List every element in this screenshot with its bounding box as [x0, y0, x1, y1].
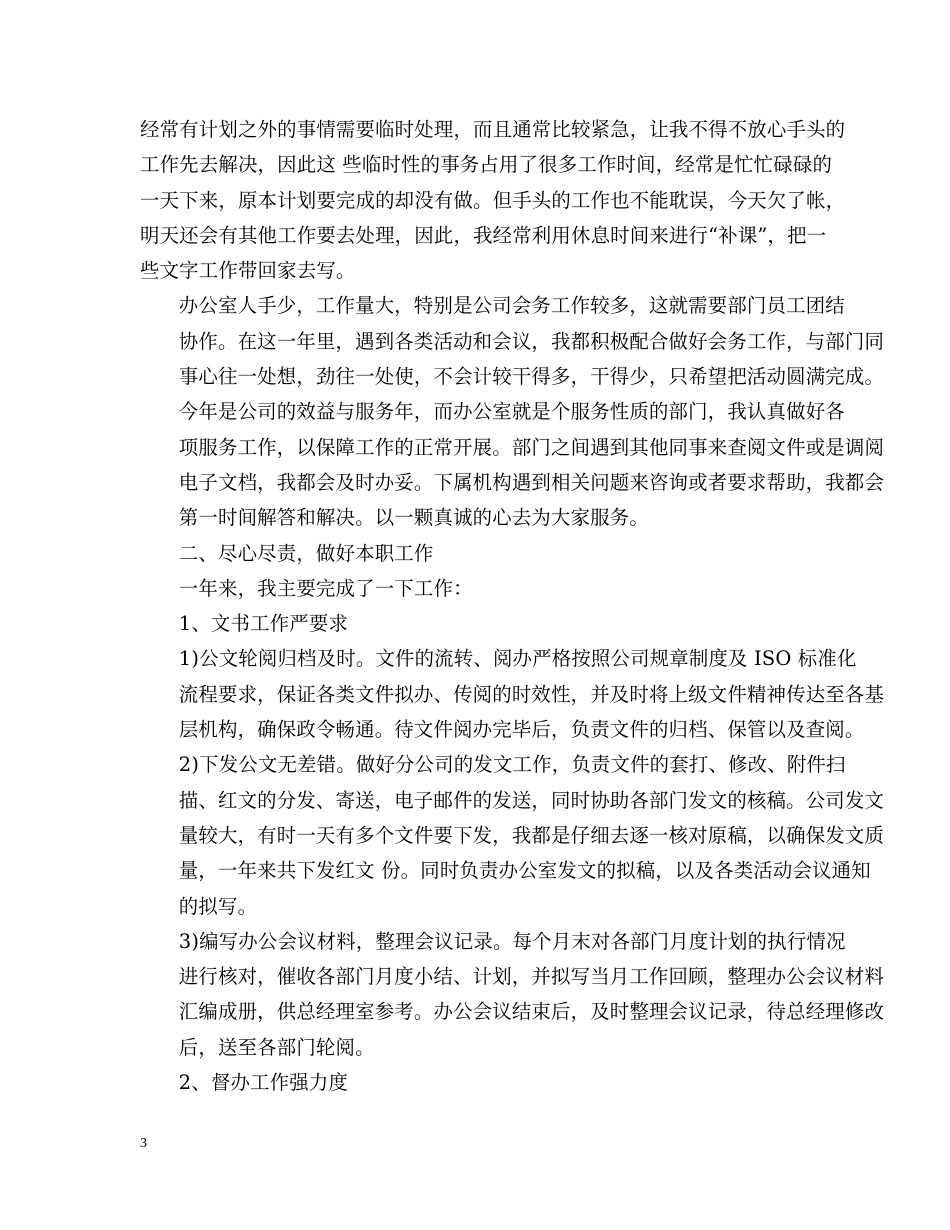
- paragraph: [140, 924, 885, 1065]
- paragraph: [140, 288, 885, 394]
- text-line: 后，送至各部门轮阅。: [178, 1035, 375, 1059]
- text-line: 二、尽心尽责，做好本职工作: [178, 541, 434, 565]
- text-line: 量较大，有时一天有多个文件要下发，我都是仔细去逐一核对原稿，以确保发文质: [178, 823, 885, 847]
- text-line: 事心往一处想，劲往一处使，不会计较干得多，干得少，只希望把活动圆满完成。: [178, 365, 885, 389]
- text-line: 流程要求，保证各类文件拟办、传阅的时效性，并及时将上级文件精神传达至各基: [178, 682, 885, 706]
- text-line: 进行核对，催收各部门月度小结、计划，并拟写当月工作回顾，整理办公会议材料: [178, 965, 885, 989]
- text-line: 层机构，确保政令畅通。待文件阅办完毕后，负责文件的归档、保管以及查阅。: [178, 718, 865, 742]
- text-line: 量，一年来共下发红文 份。同时负责办公室发文的拟稿，以及各类活动会议通知: [178, 859, 871, 883]
- text-line: 经常有计划之外的事情需要临时处理，而且通常比较紧急，让我不得不放心手头的: [140, 118, 846, 141]
- text-line: 3)编写办公会议材料，整理会议记录。每个月末对各部门月度计划的执行情况: [178, 929, 846, 953]
- text-line: 一天下来，原本计划要完成的却没有做。但手头的工作也不能耽误，今天欠了帐，: [140, 188, 846, 212]
- text-line: 2)下发公文无差错。做好分公司的发文工作，负责文件的套打、修改、附件扫: [178, 753, 846, 777]
- paragraph: [140, 112, 846, 288]
- text-line: 一年来，我主要完成了一下工作：: [178, 576, 473, 600]
- paragraph: [140, 394, 885, 535]
- text-line: 1、文书工作严要求: [178, 612, 349, 636]
- text-line: 描、红文的分发、寄送，电子邮件的发送，同时协助各部门发文的核稿。公司发文: [178, 788, 885, 812]
- text-line: 今年是公司的效益与服务年，而办公室就是个服务性质的部门，我认真做好各: [178, 400, 845, 424]
- paragraph: [140, 747, 885, 923]
- text-line: 的拟写。: [178, 894, 258, 918]
- text-line: 明天还会有其他工作要去处理，因此，我经常利用休息时间来进行“补课”，把一: [140, 223, 827, 247]
- text-line: 电子文档，我都会及时办妥。下属机构遇到相关问题来咨询或者要求帮助，我都会: [178, 470, 885, 494]
- text-line: 汇编成册，供总经理室参考。办公会议结束后，及时整理会议记录，待总经理修改: [178, 1000, 885, 1024]
- text-line: 办公室人手少，工作量大，特别是公司会务工作较多，这就需要部门员工团结: [178, 294, 845, 318]
- paragraph: [140, 571, 812, 606]
- paragraph: [140, 536, 812, 571]
- text-line: 些文字工作带回家去写。: [140, 259, 356, 283]
- paragraph: [140, 1065, 812, 1100]
- text-line: 1)公文轮阅归档及时。文件的流转、阅办严格按照公司规章制度及 ISO 标准化: [178, 647, 857, 671]
- paragraph: [140, 641, 885, 747]
- document-body: [140, 112, 885, 1100]
- paragraph: [140, 606, 812, 641]
- text-line: 2、督办工作强力度: [178, 1071, 349, 1095]
- text-line: 项服务工作，以保障工作的正常开展。部门之间遇到其他同事来查阅文件或是调阅: [178, 435, 885, 459]
- page-number: 3: [140, 1136, 147, 1151]
- text-line: 工作先去解决，因此这 些临时性的事务占用了很多工作时间，经常是忙忙碌碌的: [140, 153, 833, 177]
- text-line: 第一时间解答和解决。以一颗真诚的心去为大家服务。: [178, 506, 649, 530]
- text-line: 协作。在这一年里，遇到各类活动和会议，我都积极配合做好会务工作，与部门同: [178, 329, 885, 353]
